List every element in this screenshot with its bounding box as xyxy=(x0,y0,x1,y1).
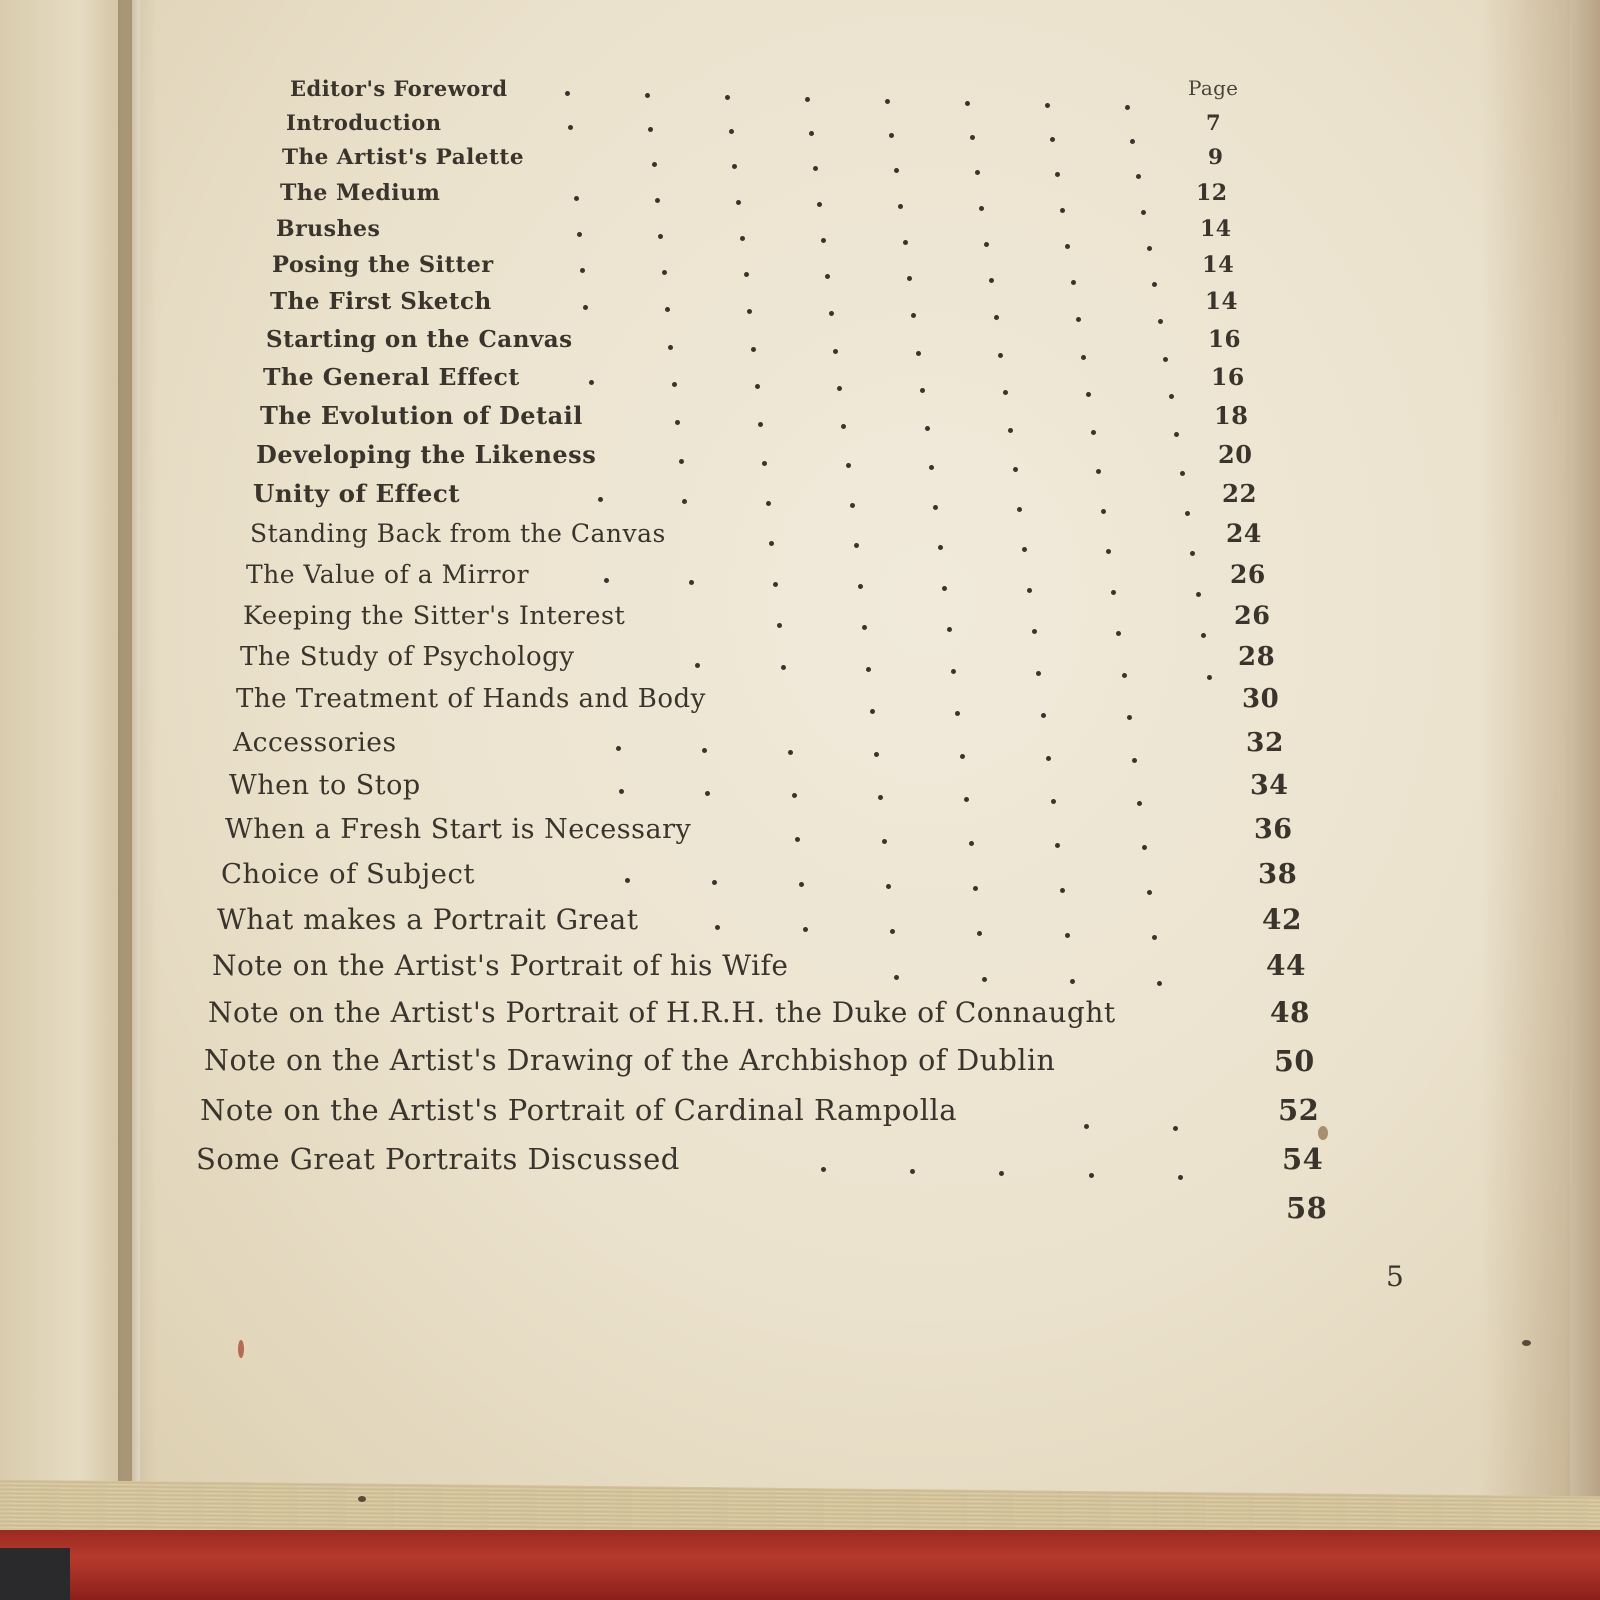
leader-dot xyxy=(858,584,863,589)
leader-dot xyxy=(1060,888,1065,893)
leader-dot xyxy=(565,91,570,96)
leader-dot xyxy=(1089,1173,1094,1178)
toc-entry-title: Starting on the Canvas xyxy=(266,326,573,353)
toc-entry-page: 20 xyxy=(1218,440,1253,469)
toc-entry-title: Keeping the Sitter's Interest xyxy=(243,601,626,631)
leader-dot xyxy=(619,789,624,794)
leader-dot xyxy=(1169,394,1174,399)
toc-entry-title: Developing the Likeness xyxy=(256,440,597,469)
paper-speck xyxy=(358,1496,366,1502)
leader-dot xyxy=(1045,103,1050,108)
leader-dot xyxy=(1091,430,1096,435)
paper-speck xyxy=(1522,1340,1531,1346)
leader-dot xyxy=(1051,799,1056,804)
leader-dot xyxy=(652,162,657,167)
leader-dot xyxy=(1178,1175,1183,1180)
leader-dot xyxy=(1084,1124,1089,1129)
paper-speck xyxy=(238,1340,244,1358)
leader-dot xyxy=(894,168,899,173)
leader-dot xyxy=(1032,629,1037,634)
leader-dot xyxy=(1065,933,1070,938)
leader-dot xyxy=(1041,713,1046,718)
leader-dot xyxy=(1003,390,1008,395)
leader-dot xyxy=(1147,890,1152,895)
toc-entry-title: Editor's Foreword xyxy=(290,76,508,101)
toc-entry-title: Note on the Artist's Portrait of Cardinal Rampolla xyxy=(200,1093,958,1127)
red-cover-board xyxy=(0,1530,1600,1600)
toc-entry-title: Accessories xyxy=(233,727,397,758)
leader-dot xyxy=(1180,471,1185,476)
leader-dot xyxy=(805,97,810,102)
leader-dot xyxy=(702,748,707,753)
leader-dot xyxy=(777,623,782,628)
leader-dot xyxy=(725,95,730,100)
leader-dot xyxy=(792,793,797,798)
leader-dot xyxy=(1158,319,1163,324)
leader-dot xyxy=(712,880,717,885)
leader-dot xyxy=(1046,756,1051,761)
toc-entry-title: Choice of Subject xyxy=(221,858,475,890)
toc-entry-title: The General Effect xyxy=(263,363,520,391)
leader-dot xyxy=(878,795,883,800)
leader-dot xyxy=(662,270,667,275)
toc-entry-title: What makes a Portrait Great xyxy=(217,903,639,936)
leader-dot xyxy=(862,625,867,630)
leader-dot xyxy=(645,93,650,98)
leader-dot xyxy=(973,886,978,891)
leader-dot xyxy=(982,977,987,982)
leader-dot xyxy=(1147,246,1152,251)
leader-dot xyxy=(766,501,771,506)
leader-dot xyxy=(846,463,851,468)
leader-dot xyxy=(916,351,921,356)
leader-dot xyxy=(1013,467,1018,472)
toc-entry-page: 9 xyxy=(1208,145,1224,170)
leader-dot xyxy=(885,99,890,104)
leader-dot xyxy=(755,384,760,389)
leader-dot xyxy=(984,242,989,247)
toc-entry-page: 16 xyxy=(1208,326,1242,353)
leader-dot xyxy=(965,101,970,106)
toc-entry-title: Note on the Artist's Portrait of H.R.H. the Duke of Connaught xyxy=(208,996,1116,1029)
leader-dot xyxy=(1122,673,1127,678)
toc-entry-title: When to Stop xyxy=(229,770,421,801)
toc-entry-page: 28 xyxy=(1238,642,1276,672)
toc-entry-page: 58 xyxy=(1286,1191,1328,1225)
toc-entry-title: Introduction xyxy=(286,110,442,135)
leader-dot xyxy=(994,315,999,320)
leader-dot xyxy=(598,497,603,502)
leader-dot xyxy=(574,196,579,201)
toc-entry-page: 14 xyxy=(1202,252,1235,278)
paper-speck xyxy=(1318,1126,1328,1140)
leader-dot xyxy=(577,232,582,237)
leader-dot xyxy=(604,578,609,583)
toc-entry-page: 14 xyxy=(1200,216,1232,242)
leader-dot xyxy=(951,669,956,674)
leader-dot xyxy=(907,276,912,281)
left-page xyxy=(0,0,132,1530)
toc-entry-page: 36 xyxy=(1254,814,1293,845)
leader-dot xyxy=(1008,428,1013,433)
leader-dot xyxy=(751,347,756,352)
leader-dot xyxy=(781,665,786,670)
leader-dot xyxy=(850,503,855,508)
leader-dot xyxy=(1070,979,1075,984)
leader-dot xyxy=(929,465,934,470)
leader-dot xyxy=(625,878,630,883)
leader-dot xyxy=(1136,174,1141,179)
leader-dot xyxy=(1142,845,1147,850)
leader-dot xyxy=(740,236,745,241)
leader-dot xyxy=(938,545,943,550)
leader-dot xyxy=(799,882,804,887)
toc-entry-title: The Evolution of Detail xyxy=(260,401,583,430)
toc-entry-title: Posing the Sitter xyxy=(272,252,494,278)
toc-entry-title: The Treatment of Hands and Body xyxy=(236,684,706,714)
leader-dot xyxy=(1081,355,1086,360)
toc-entry-title: Unity of Effect xyxy=(253,479,461,508)
toc-entry-page: 18 xyxy=(1214,401,1249,430)
cover-corner xyxy=(0,1548,70,1600)
toc-entry-page: 12 xyxy=(1196,180,1228,206)
leader-dot xyxy=(744,272,749,277)
toc-entry-page: 52 xyxy=(1278,1093,1320,1127)
page-column-heading: Page xyxy=(1188,76,1239,100)
toc-entry-title: The Value of a Mirror xyxy=(246,560,530,589)
leader-dot xyxy=(870,709,875,714)
toc-entry-page: 48 xyxy=(1270,996,1310,1029)
toc-entry-title: Brushes xyxy=(276,216,381,242)
toc-entry-title: Some Great Portraits Discussed xyxy=(196,1142,680,1176)
toc-entry-page: 16 xyxy=(1211,363,1245,391)
toc-entry-page: 7 xyxy=(1206,110,1222,135)
leader-dot xyxy=(568,125,573,130)
toc-entry-title: The Medium xyxy=(280,180,441,206)
leader-dot xyxy=(1137,801,1142,806)
leader-dot xyxy=(874,752,879,757)
leader-dot xyxy=(989,278,994,283)
leader-dot xyxy=(762,461,767,466)
leader-dot xyxy=(1185,511,1190,516)
leader-dot xyxy=(803,927,808,932)
toc-entry-title: Note on the Artist's Portrait of his Wife xyxy=(212,949,789,982)
leader-dot xyxy=(960,754,965,759)
leader-dot xyxy=(1125,105,1130,110)
leader-dot xyxy=(589,380,594,385)
leader-dot xyxy=(947,627,952,632)
book-gutter xyxy=(118,0,158,1530)
page-edge-shadow xyxy=(1480,0,1600,1540)
leader-dot xyxy=(925,426,930,431)
leader-dot xyxy=(672,382,677,387)
toc-entry-page: 38 xyxy=(1258,858,1298,890)
leader-dot xyxy=(1196,592,1201,597)
folio-page-number: 5 xyxy=(1386,1260,1404,1293)
toc-entry-page: 26 xyxy=(1230,560,1266,589)
leader-dot xyxy=(866,667,871,672)
leader-dot xyxy=(1132,758,1137,763)
leader-dot xyxy=(970,135,975,140)
leader-dot xyxy=(682,499,687,504)
toc-entry-page: 44 xyxy=(1266,949,1306,982)
leader-dot xyxy=(689,580,694,585)
leader-dot xyxy=(616,746,621,751)
toc-entry-page: 54 xyxy=(1282,1142,1324,1176)
leader-dot xyxy=(1076,317,1081,322)
leader-dot xyxy=(969,841,974,846)
leader-dot xyxy=(882,839,887,844)
leader-dot xyxy=(580,268,585,273)
toc-entry-page: 14 xyxy=(1205,288,1239,315)
leader-dot xyxy=(854,543,859,548)
leader-dot xyxy=(679,459,684,464)
leader-dot xyxy=(1022,547,1027,552)
leader-dot xyxy=(1173,1126,1178,1131)
leader-dot xyxy=(788,750,793,755)
toc-entry-title: The First Sketch xyxy=(270,288,492,315)
toc-entry-page: 22 xyxy=(1222,479,1258,508)
leader-dot xyxy=(975,170,980,175)
toc-entry-title: The Study of Psychology xyxy=(240,642,575,672)
toc-entry-title: The Artist's Palette xyxy=(282,145,525,170)
toc-entry-page: 24 xyxy=(1226,519,1262,548)
toc-entry-title: When a Fresh Start is Necessary xyxy=(225,814,692,845)
leader-dot xyxy=(1096,469,1101,474)
toc-entry-title: Standing Back from the Canvas xyxy=(250,519,666,548)
leader-dot xyxy=(729,129,734,134)
leader-dot xyxy=(903,240,908,245)
leader-dot xyxy=(1027,588,1032,593)
leader-dot xyxy=(1127,715,1132,720)
leader-dot xyxy=(583,305,588,310)
toc-entry-title: Note on the Artist's Drawing of the Archbishop of Dublin xyxy=(204,1044,1056,1077)
toc-entry-page: 30 xyxy=(1242,684,1280,714)
toc-entry-page: 34 xyxy=(1250,770,1289,801)
toc-entry-page: 32 xyxy=(1246,727,1284,758)
leader-dot xyxy=(1086,392,1091,397)
leader-dot xyxy=(886,884,891,889)
toc-entry-page: 26 xyxy=(1234,601,1271,631)
leader-dot xyxy=(1207,675,1212,680)
leader-dot xyxy=(1071,280,1076,285)
toc-entry-page: 50 xyxy=(1274,1044,1315,1078)
toc-entry-page: 42 xyxy=(1262,903,1302,936)
